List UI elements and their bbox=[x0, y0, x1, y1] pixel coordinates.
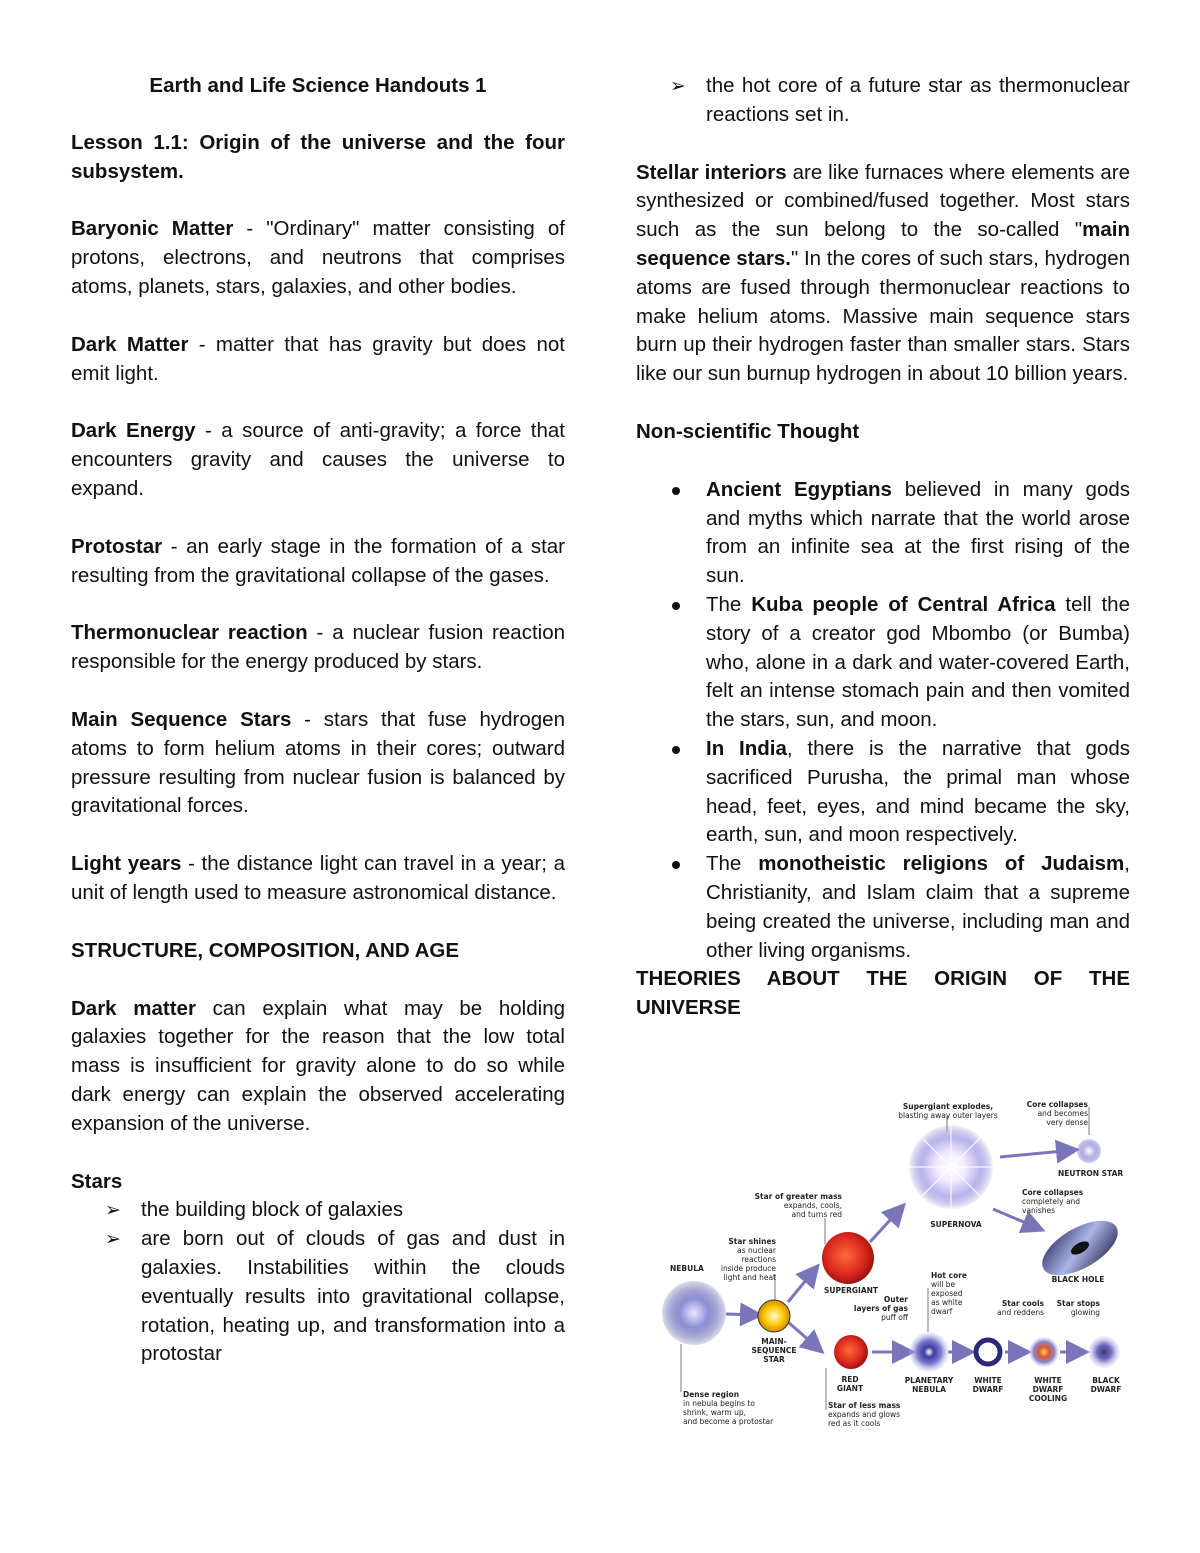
svg-text:SEQUENCE: SEQUENCE bbox=[751, 1346, 797, 1355]
svg-text:PLANETARY: PLANETARY bbox=[904, 1376, 954, 1385]
right-column bbox=[636, 72, 1130, 1052]
svg-text:expands and glows: expands and glows bbox=[828, 1410, 901, 1419]
white-dwarf-cooling-icon bbox=[1029, 1337, 1059, 1367]
svg-text:and becomes: and becomes bbox=[1037, 1109, 1088, 1118]
svg-text:exposed: exposed bbox=[931, 1289, 963, 1298]
lesson-heading: Lesson 1.1: Origin of the universe and the four subsystem. bbox=[71, 130, 565, 183]
svg-text:puff off: puff off bbox=[881, 1313, 908, 1322]
svg-text:very dense: very dense bbox=[1046, 1118, 1088, 1127]
definition-main-sequence-stars: Main Sequence Stars - stars that fuse hydrogen atoms to form helium atoms in their cores; outward pressure resulting from nuclear fusion is balanced by gravitational forces. bbox=[71, 707, 565, 818]
white-dwarf-icon bbox=[976, 1340, 1000, 1364]
svg-text:NEBULA: NEBULA bbox=[912, 1385, 946, 1394]
black-dwarf-icon bbox=[1088, 1336, 1120, 1368]
svg-text:BLACK: BLACK bbox=[1092, 1376, 1120, 1385]
svg-text:as nuclear: as nuclear bbox=[737, 1246, 776, 1255]
supergiant-icon bbox=[822, 1232, 874, 1284]
list-item: The Kuba people of Central Africa tell the story of a creator god Mbombo (or Bumba) who, alone in a dark and water-covered Earth, felt an intense stomach pain and then vomited the stars, sun, and moon. bbox=[706, 591, 1130, 735]
list-item: ➢ the hot core of a future star as thermonuclear reactions set in. bbox=[706, 72, 1130, 130]
planetary-nebula-icon bbox=[909, 1332, 949, 1372]
svg-text:Core collapses: Core collapses bbox=[1026, 1100, 1088, 1109]
svg-text:expands, cools,: expands, cools, bbox=[783, 1201, 842, 1210]
supernova-rays bbox=[901, 1117, 1001, 1217]
svg-text:SUPERGIANT: SUPERGIANT bbox=[823, 1286, 879, 1295]
svg-text:NEUTRON STAR: NEUTRON STAR bbox=[1058, 1169, 1124, 1178]
svg-text:and reddens: and reddens bbox=[997, 1308, 1044, 1317]
svg-text:Star stops: Star stops bbox=[1056, 1299, 1100, 1308]
svg-text:completely and: completely and bbox=[1022, 1197, 1081, 1206]
svg-text:Star cools: Star cools bbox=[1001, 1299, 1044, 1308]
list-item: Ancient Egyptians believed in many gods and myths which narrate that the world arose from an infinite sea at the first rising of the sun. bbox=[706, 476, 1130, 591]
svg-text:DWARF: DWARF bbox=[972, 1385, 1004, 1394]
svg-text:Star shines: Star shines bbox=[728, 1237, 776, 1246]
svg-text:light and heat: light and heat bbox=[723, 1273, 776, 1282]
svg-text:WHITE: WHITE bbox=[974, 1376, 1002, 1385]
svg-text:and turns red: and turns red bbox=[791, 1210, 842, 1219]
svg-text:red as it cools: red as it cools bbox=[828, 1419, 881, 1428]
svg-text:SUPERNOVA: SUPERNOVA bbox=[930, 1220, 982, 1229]
svg-text:will be: will be bbox=[931, 1280, 956, 1289]
svg-text:as white: as white bbox=[931, 1298, 963, 1307]
definition-dark-energy: Dark Energy - a source of anti-gravity; a force that encounters gravity and causes the universe to expand. bbox=[71, 419, 566, 500]
list-item: ➢ the building block of galaxies bbox=[141, 1196, 565, 1225]
svg-text:BLACK HOLE: BLACK HOLE bbox=[1051, 1275, 1105, 1284]
stars-list bbox=[71, 1196, 565, 1369]
list-item: The monotheistic religions of Judaism, Christianity, and Islam claim that a supreme being created the universe, including man and other living organisms. bbox=[706, 850, 1130, 965]
svg-text:DWARF: DWARF bbox=[1090, 1385, 1122, 1394]
svg-text:DWARF: DWARF bbox=[1032, 1385, 1064, 1394]
definition-light-years: Light years - the distance light can travel in a year; a unit of length used to measure astronomical distance. bbox=[71, 852, 565, 904]
definition-baryonic-matter: Baryonic Matter - "Ordinary" matter consisting of protons, electrons, and neutrons that comprises atoms, planets, stars, galaxies, and other bodies. bbox=[71, 217, 565, 298]
definition-dark-matter: Dark Matter - matter that has gravity but does not emit light. bbox=[71, 332, 565, 385]
svg-text:reactions: reactions bbox=[741, 1255, 776, 1264]
nebula-icon bbox=[662, 1281, 726, 1345]
svg-text:shrink, warm up,: shrink, warm up, bbox=[683, 1408, 746, 1417]
list-item: In India, there is the narrative that gods sacrificed Purusha, the primal man whose head, feet, eyes, and mind became the sky, earth, sun, and moon respectively. bbox=[706, 735, 1130, 850]
svg-text:RED: RED bbox=[841, 1375, 859, 1384]
svg-text:COOLING: COOLING bbox=[1028, 1394, 1068, 1403]
svg-text:dwarf: dwarf bbox=[931, 1307, 953, 1316]
svg-text:blasting away outer layers: blasting away outer layers bbox=[898, 1111, 998, 1120]
theories-heading: THEORIES ABOUT THE ORIGIN OF THE UNIVERSE bbox=[636, 967, 1130, 1020]
stellar-interiors-paragraph: Stellar interiors are like furnaces where elements are synthesized or combined/fused together. Most stars such as the sun belong to the so-called "main sequence stars." In the cores of such stars, hydrogen atoms are fused through thermonuclear reactions to make helium atoms. Massive main sequence stars burn up their hydrogen faster than smaller stars. Stars like our sun burnup hydrogen in about 10 billion years. bbox=[636, 160, 1130, 386]
svg-text:vanishes: vanishes bbox=[1022, 1206, 1056, 1215]
definition-thermonuclear-reaction: Thermonuclear reaction - a nuclear fusion reaction responsible for the energy produced by stars. bbox=[71, 621, 565, 674]
dark-matter-paragraph: Dark matter can explain what may be holding galaxies together for the reason that the low total mass is insufficient for gravity alone to do so while dark energy can explain the observed accelerating expansion of the universe. bbox=[71, 996, 565, 1135]
stars-heading: Stars bbox=[71, 1169, 123, 1193]
nonscientific-list bbox=[636, 476, 1130, 966]
svg-text:layers of gas: layers of gas bbox=[853, 1304, 908, 1313]
left-column bbox=[71, 72, 565, 1369]
svg-text:WHITE: WHITE bbox=[1034, 1376, 1062, 1385]
label-nebula: NEBULA bbox=[670, 1264, 704, 1273]
nonscientific-heading: Non-scientific Thought bbox=[636, 419, 860, 443]
list-item: ➢ are born out of clouds of gas and dust in galaxies. Instabilities within the clouds eventually results into gravitational collapse, rotation, heating up, and transformation into a protostar bbox=[141, 1225, 565, 1369]
svg-text:Supergiant explodes,: Supergiant explodes, bbox=[902, 1102, 994, 1111]
document-title: Earth and Life Science Handouts 1 bbox=[149, 74, 487, 97]
svg-text:inside produce: inside produce bbox=[720, 1264, 776, 1273]
svg-text:and become a protostar: and become a protostar bbox=[683, 1417, 774, 1426]
svg-text:Hot core: Hot core bbox=[931, 1271, 968, 1280]
svg-text:Core collapses: Core collapses bbox=[1022, 1188, 1084, 1197]
stellar-evolution-diagram bbox=[648, 1092, 1138, 1437]
neutron-star-icon bbox=[1077, 1139, 1101, 1163]
svg-text:GIANT: GIANT bbox=[836, 1384, 864, 1393]
stars-list-continued bbox=[636, 72, 1130, 130]
svg-text:in nebula begins to: in nebula begins to bbox=[683, 1399, 755, 1408]
definition-protostar: Protostar - an early stage in the formation of a star resulting from the gravitational collapse of the gases. bbox=[71, 534, 565, 587]
svg-text:Outer: Outer bbox=[883, 1295, 908, 1304]
svg-text:Star of greater mass: Star of greater mass bbox=[754, 1192, 842, 1201]
main-sequence-star-icon bbox=[758, 1300, 790, 1332]
structure-heading: STRUCTURE, COMPOSITION, AND AGE bbox=[71, 938, 459, 962]
svg-text:MAIN-: MAIN- bbox=[761, 1337, 787, 1346]
svg-text:glowing: glowing bbox=[1070, 1308, 1100, 1317]
svg-text:Star of less mass: Star of less mass bbox=[828, 1401, 901, 1410]
svg-text:Dense region: Dense region bbox=[683, 1390, 740, 1399]
red-giant-icon bbox=[834, 1335, 868, 1369]
svg-text:STAR: STAR bbox=[763, 1355, 785, 1364]
